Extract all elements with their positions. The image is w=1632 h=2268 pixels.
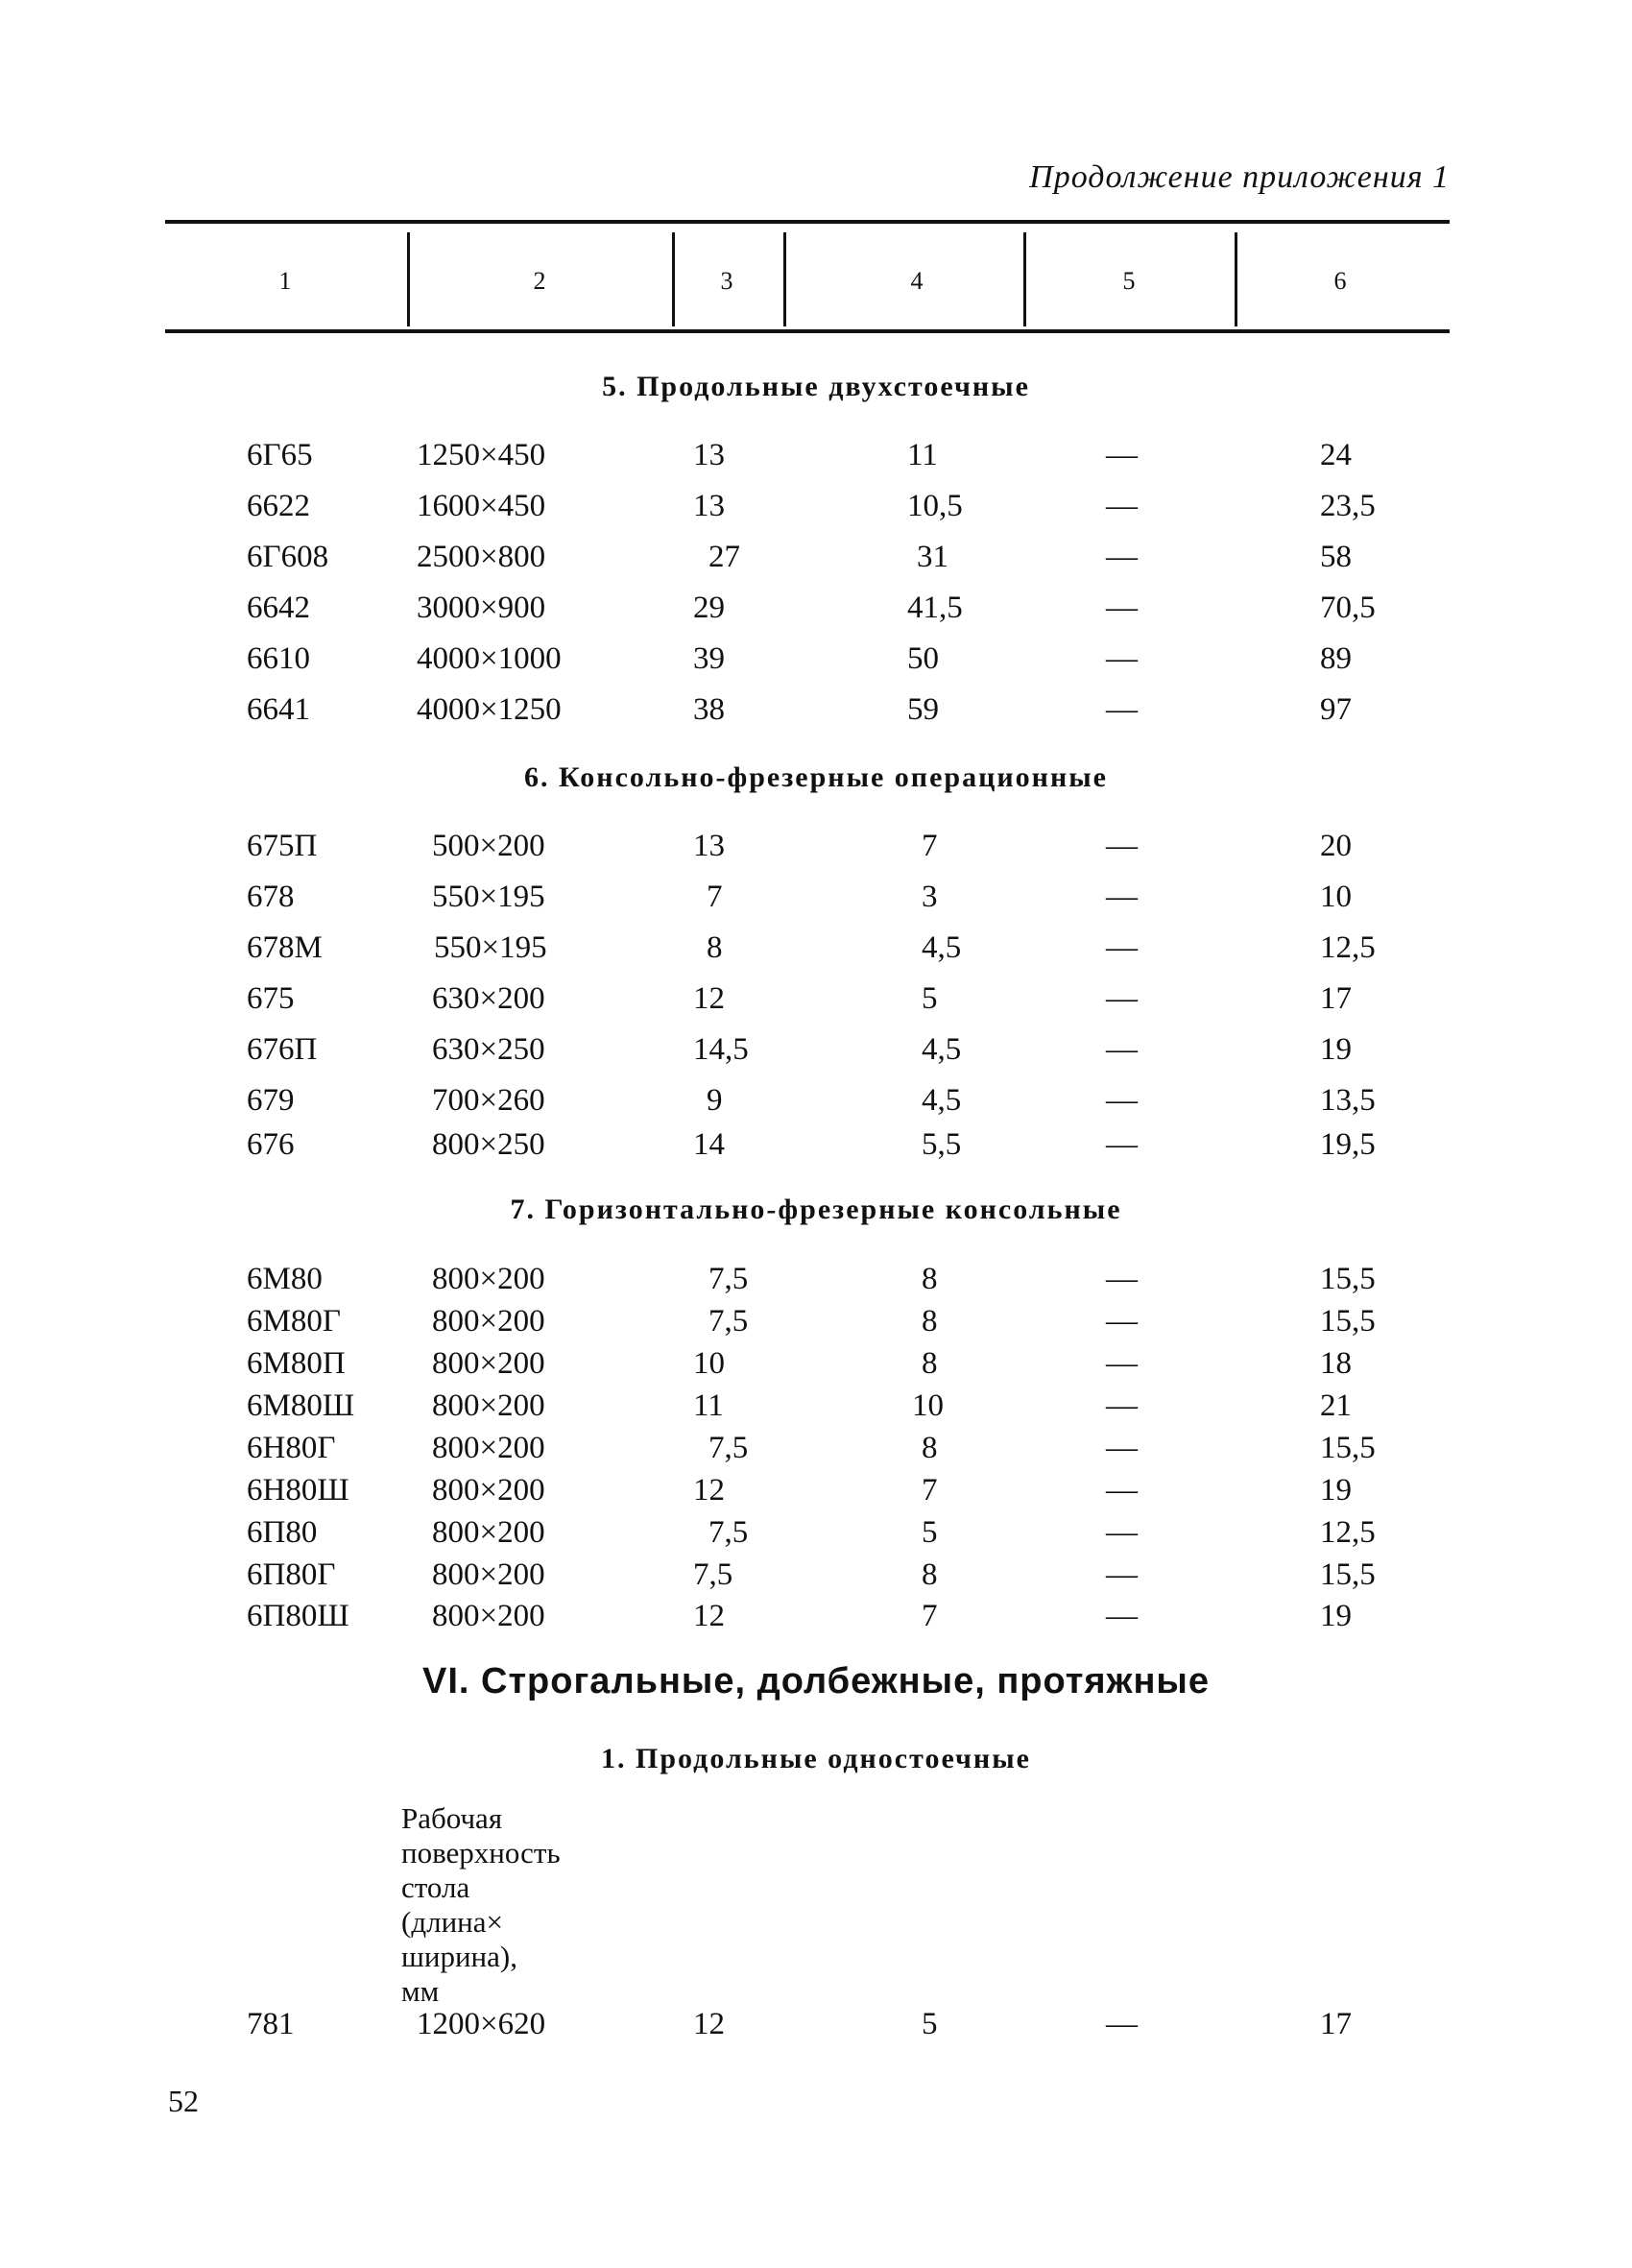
table-row xyxy=(0,1262,1632,1304)
cell-model: 6М80 xyxy=(247,1262,323,1296)
cell-col5: — xyxy=(1106,1032,1138,1067)
note-line: поверхность xyxy=(401,1836,561,1870)
table-row xyxy=(0,1599,1632,1641)
cell-col3: 13 xyxy=(693,489,725,523)
cell-col4: 31 xyxy=(917,540,948,574)
table-row xyxy=(0,641,1632,684)
cell-col6: 24 xyxy=(1320,438,1352,472)
cell-col3: 12 xyxy=(693,1599,725,1633)
cell-model: 6Г65 xyxy=(247,438,313,472)
table-header-bottom-rule xyxy=(165,329,1450,333)
cell-col4: 8 xyxy=(922,1262,938,1296)
cell-model: 6Н80Ш xyxy=(247,1473,349,1508)
cell-model: 6Н80Г xyxy=(247,1431,336,1465)
cell-table-size: 700×260 xyxy=(432,1083,545,1118)
cell-model: 678М xyxy=(247,930,323,965)
cell-model: 6641 xyxy=(247,692,310,727)
cell-col4: 8 xyxy=(922,1431,938,1465)
column-divider xyxy=(1235,232,1237,326)
cell-col4: 8 xyxy=(922,1304,938,1339)
cell-col5: — xyxy=(1106,1083,1138,1118)
cell-col5: — xyxy=(1106,2007,1138,2041)
cell-table-size: 800×200 xyxy=(432,1346,545,1381)
cell-col5: — xyxy=(1106,489,1138,523)
cell-col3: 9 xyxy=(707,1083,723,1118)
cell-col4: 10 xyxy=(912,1388,944,1423)
cell-model: 6П80Ш xyxy=(247,1599,349,1633)
cell-col3: 27 xyxy=(708,540,740,574)
cell-col6: 18 xyxy=(1320,1346,1352,1381)
cell-col5: — xyxy=(1106,1304,1138,1339)
note-line: мм xyxy=(401,1974,440,2008)
cell-col3: 8 xyxy=(707,930,723,965)
table-row xyxy=(0,930,1632,973)
cell-col3: 13 xyxy=(693,829,725,863)
cell-col5: — xyxy=(1106,1515,1138,1550)
cell-col3: 7,5 xyxy=(708,1304,749,1339)
table-top-rule xyxy=(165,220,1450,224)
cell-col3: 39 xyxy=(693,641,725,676)
cell-col5: — xyxy=(1106,591,1138,625)
cell-model: 6610 xyxy=(247,641,310,676)
cell-model: 676 xyxy=(247,1127,295,1162)
cell-table-size: 800×250 xyxy=(432,1127,545,1162)
table-row xyxy=(0,1346,1632,1388)
cell-model: 6П80 xyxy=(247,1515,318,1550)
note-line: ширина), xyxy=(401,1940,517,1973)
cell-table-size: 800×200 xyxy=(432,1262,545,1296)
cell-table-size: 630×250 xyxy=(432,1032,545,1067)
table-row xyxy=(0,829,1632,871)
cell-col6: 12,5 xyxy=(1320,930,1376,965)
cell-col3: 10 xyxy=(693,1346,725,1381)
cell-col5: — xyxy=(1106,1599,1138,1633)
table-row xyxy=(0,438,1632,480)
cell-table-size: 1600×450 xyxy=(417,489,546,523)
cell-table-size: 800×200 xyxy=(432,1304,545,1339)
cell-table-size: 800×200 xyxy=(432,1557,545,1592)
column-divider xyxy=(672,232,675,326)
cell-col5: — xyxy=(1106,981,1138,1016)
cell-col5: — xyxy=(1106,641,1138,676)
cell-model: 679 xyxy=(247,1083,295,1118)
cell-col3: 7 xyxy=(707,880,723,914)
cell-col4: 4,5 xyxy=(922,930,962,965)
table-row xyxy=(0,540,1632,582)
cell-col4: 3 xyxy=(922,880,938,914)
table-row xyxy=(0,1557,1632,1600)
table-row xyxy=(0,1473,1632,1515)
section-title: 7. Горизонтально-фрезерные консольные xyxy=(510,1194,1122,1225)
cell-col6: 70,5 xyxy=(1320,591,1376,625)
cell-col6: 15,5 xyxy=(1320,1262,1376,1296)
cell-col4: 7 xyxy=(922,829,938,863)
continuation-header: Продолжение приложения 1 xyxy=(1029,159,1450,195)
cell-col4: 5 xyxy=(922,2007,938,2041)
table-row xyxy=(0,2007,1632,2049)
cell-table-size: 4000×1250 xyxy=(417,692,562,727)
cell-col5: — xyxy=(1106,1557,1138,1592)
note-line: стола xyxy=(401,1870,470,1904)
cell-col3: 7,5 xyxy=(708,1515,749,1550)
cell-col5: — xyxy=(1106,1388,1138,1423)
cell-table-size: 800×200 xyxy=(432,1515,545,1550)
table-row xyxy=(0,489,1632,531)
cell-col4: 59 xyxy=(907,692,939,727)
column-number: 3 xyxy=(720,267,733,295)
cell-col3: 11 xyxy=(693,1388,724,1423)
cell-col5: — xyxy=(1106,1473,1138,1508)
cell-table-size: 4000×1000 xyxy=(417,641,562,676)
cell-model: 6П80Г xyxy=(247,1557,336,1592)
table-surface-note xyxy=(401,1801,651,2009)
cell-model: 6Г608 xyxy=(247,540,329,574)
cell-col5: — xyxy=(1106,1262,1138,1296)
cell-col6: 19 xyxy=(1320,1599,1352,1633)
cell-model: 6622 xyxy=(247,489,310,523)
cell-col6: 23,5 xyxy=(1320,489,1376,523)
cell-col5: — xyxy=(1106,829,1138,863)
cell-col4: 5,5 xyxy=(922,1127,962,1162)
cell-table-size: 2500×800 xyxy=(417,540,546,574)
cell-model: 6М80П xyxy=(247,1346,346,1381)
table-row xyxy=(0,1431,1632,1473)
table-row xyxy=(0,981,1632,1024)
cell-col6: 97 xyxy=(1320,692,1352,727)
cell-col4: 4,5 xyxy=(922,1032,962,1067)
note-line: Рабочая xyxy=(401,1801,503,1835)
cell-col5: — xyxy=(1106,1431,1138,1465)
cell-model: 676П xyxy=(247,1032,318,1067)
column-number: 1 xyxy=(278,267,292,295)
column-number: 2 xyxy=(533,267,546,295)
cell-col3: 7,5 xyxy=(708,1431,749,1465)
cell-col4: 11 xyxy=(907,438,938,472)
cell-col3: 14 xyxy=(693,1127,725,1162)
page-number: 52 xyxy=(168,2084,199,2118)
column-divider xyxy=(407,232,410,326)
cell-col6: 15,5 xyxy=(1320,1304,1376,1339)
cell-model: 6642 xyxy=(247,591,310,625)
cell-col6: 19,5 xyxy=(1320,1127,1376,1162)
cell-col6: 15,5 xyxy=(1320,1557,1376,1592)
table-row xyxy=(0,1515,1632,1557)
cell-model: 781 xyxy=(247,2007,295,2041)
table-row xyxy=(0,1032,1632,1074)
cell-col4: 4,5 xyxy=(922,1083,962,1118)
cell-col5: — xyxy=(1106,880,1138,914)
table-row xyxy=(0,1388,1632,1431)
column-number: 6 xyxy=(1333,267,1347,295)
cell-col3: 12 xyxy=(693,981,725,1016)
cell-model: 675 xyxy=(247,981,295,1016)
cell-col4: 8 xyxy=(922,1346,938,1381)
section-title: 6. Консольно-фрезерные операционные xyxy=(524,761,1108,793)
cell-col4: 10,5 xyxy=(907,489,963,523)
cell-col3: 29 xyxy=(693,591,725,625)
cell-table-size: 1200×620 xyxy=(417,2007,546,2041)
cell-model: 6М80Г xyxy=(247,1304,341,1339)
cell-col6: 19 xyxy=(1320,1473,1352,1508)
table-row xyxy=(0,692,1632,735)
cell-col5: — xyxy=(1106,930,1138,965)
section-title: 5. Продольные двухстоечные xyxy=(602,371,1030,402)
cell-col6: 17 xyxy=(1320,2007,1352,2041)
note-line: (длина× xyxy=(401,1905,503,1939)
column-number: 4 xyxy=(910,267,924,295)
cell-col3: 13 xyxy=(693,438,725,472)
cell-model: 675П xyxy=(247,829,318,863)
cell-table-size: 800×200 xyxy=(432,1599,545,1633)
cell-col3: 38 xyxy=(693,692,725,727)
table-row xyxy=(0,1083,1632,1125)
cell-col6: 13,5 xyxy=(1320,1083,1376,1118)
cell-model: 678 xyxy=(247,880,295,914)
cell-col6: 12,5 xyxy=(1320,1515,1376,1550)
cell-table-size: 550×195 xyxy=(432,880,545,914)
cell-model: 6М80Ш xyxy=(247,1388,355,1423)
table-row xyxy=(0,1304,1632,1346)
cell-col3: 12 xyxy=(693,1473,725,1508)
cell-col3: 14,5 xyxy=(693,1032,749,1067)
table-row xyxy=(0,1127,1632,1170)
cell-col4: 41,5 xyxy=(907,591,963,625)
cell-col3: 7,5 xyxy=(693,1557,733,1592)
cell-table-size: 800×200 xyxy=(432,1473,545,1508)
cell-col5: — xyxy=(1106,1127,1138,1162)
cell-col6: 19 xyxy=(1320,1032,1352,1067)
cell-table-size: 550×195 xyxy=(434,930,547,965)
cell-col4: 5 xyxy=(922,981,938,1016)
cell-table-size: 800×200 xyxy=(432,1431,545,1465)
cell-col3: 12 xyxy=(693,2007,725,2041)
table-row xyxy=(0,591,1632,633)
cell-col5: — xyxy=(1106,1346,1138,1381)
cell-col4: 7 xyxy=(922,1473,938,1508)
cell-col6: 58 xyxy=(1320,540,1352,574)
cell-col6: 17 xyxy=(1320,981,1352,1016)
column-number: 5 xyxy=(1122,267,1136,295)
chapter-title: VI. Строгальные, долбежные, протяжные xyxy=(421,1661,1211,1701)
cell-table-size: 630×200 xyxy=(432,981,545,1016)
cell-col6: 15,5 xyxy=(1320,1431,1376,1465)
cell-col4: 5 xyxy=(922,1515,938,1550)
cell-col5: — xyxy=(1106,438,1138,472)
cell-col4: 7 xyxy=(922,1599,938,1633)
cell-table-size: 1250×450 xyxy=(417,438,546,472)
cell-table-size: 3000×900 xyxy=(417,591,546,625)
cell-table-size: 800×200 xyxy=(432,1388,545,1423)
section-title: 1. Продольные одностоечные xyxy=(601,1743,1031,1774)
column-divider xyxy=(783,232,786,326)
cell-col6: 21 xyxy=(1320,1388,1352,1423)
cell-col6: 89 xyxy=(1320,641,1352,676)
cell-col6: 10 xyxy=(1320,880,1352,914)
cell-col5: — xyxy=(1106,692,1138,727)
cell-col6: 20 xyxy=(1320,829,1352,863)
cell-col5: — xyxy=(1106,540,1138,574)
column-divider xyxy=(1023,232,1026,326)
table-row xyxy=(0,880,1632,922)
cell-col3: 7,5 xyxy=(708,1262,749,1296)
cell-table-size: 500×200 xyxy=(432,829,545,863)
cell-col4: 50 xyxy=(907,641,939,676)
cell-col4: 8 xyxy=(922,1557,938,1592)
